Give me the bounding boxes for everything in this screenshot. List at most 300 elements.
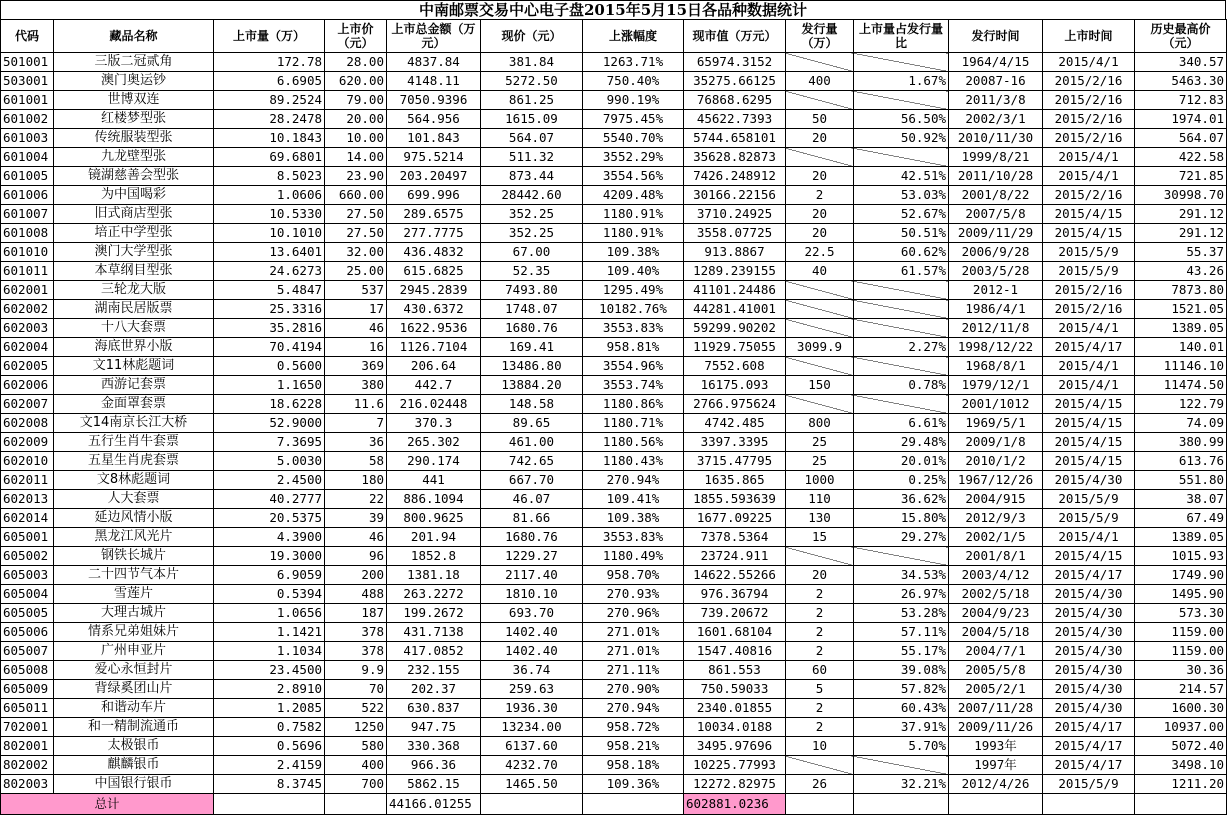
cell-listing-date[interactable]: 2015/4/1: [1043, 148, 1135, 167]
cell-high-price[interactable]: 1015.93: [1135, 547, 1227, 566]
cell-listing-date[interactable]: 2015/2/16: [1043, 300, 1135, 319]
cell-listed-amount[interactable]: 800.9625: [387, 509, 481, 528]
cell-issue-date[interactable]: 2012-1: [949, 281, 1043, 300]
cell-issue-qty[interactable]: 60: [786, 661, 854, 680]
cell-listed-price[interactable]: 32.00: [325, 243, 387, 262]
cell-issue-qty[interactable]: [786, 281, 854, 300]
cell-code[interactable]: 802002: [1, 756, 54, 775]
cell-listing-date[interactable]: 2015/5/9: [1043, 490, 1135, 509]
cell-code[interactable]: 601004: [1, 148, 54, 167]
cell-listed-ratio[interactable]: 5.70%: [854, 737, 949, 756]
cell-listed-qty[interactable]: 1.0606: [214, 186, 325, 205]
cell-listed-ratio[interactable]: 53.28%: [854, 604, 949, 623]
cell-current-price[interactable]: 1680.76: [481, 528, 583, 547]
cell-gain[interactable]: 1263.71%: [583, 53, 684, 72]
header-listed-amount[interactable]: 上市总金额（万元）: [387, 20, 481, 53]
cell-issue-qty[interactable]: 2: [786, 186, 854, 205]
cell-listing-date[interactable]: 2015/4/30: [1043, 661, 1135, 680]
cell-listed-amount[interactable]: 975.5214: [387, 148, 481, 167]
cell-listed-qty[interactable]: 8.5023: [214, 167, 325, 186]
cell-name[interactable]: 广州申亚片: [54, 642, 214, 661]
cell-issue-qty[interactable]: 20: [786, 205, 854, 224]
cell-issue-date[interactable]: 1986/4/1: [949, 300, 1043, 319]
cell-market-value[interactable]: 3710.24925: [684, 205, 786, 224]
cell-current-price[interactable]: 1936.30: [481, 699, 583, 718]
cell-issue-qty[interactable]: 20: [786, 129, 854, 148]
cell-issue-qty[interactable]: [786, 756, 854, 775]
cell-listing-date[interactable]: 2015/4/15: [1043, 395, 1135, 414]
cell-listed-ratio[interactable]: [854, 53, 949, 72]
cell-listing-date[interactable]: 2015/5/9: [1043, 509, 1135, 528]
cell-listed-price[interactable]: 1250: [325, 718, 387, 737]
cell-listed-qty[interactable]: 0.5696: [214, 737, 325, 756]
cell-listed-amount[interactable]: 206.64: [387, 357, 481, 376]
cell-market-value[interactable]: 3397.3395: [684, 433, 786, 452]
cell-high-price[interactable]: 291.12: [1135, 205, 1227, 224]
cell-issue-date[interactable]: 2004/7/1: [949, 642, 1043, 661]
cell-market-value[interactable]: 35628.82873: [684, 148, 786, 167]
cell-listed-price[interactable]: 27.50: [325, 205, 387, 224]
cell-issue-qty[interactable]: 10: [786, 737, 854, 756]
cell-name[interactable]: 五行生肖牛套票: [54, 433, 214, 452]
cell-gain[interactable]: 270.96%: [583, 604, 684, 623]
cell-market-value[interactable]: 4742.485: [684, 414, 786, 433]
cell-code[interactable]: 601011: [1, 262, 54, 281]
cell-listing-date[interactable]: 2015/4/1: [1043, 376, 1135, 395]
cell-code[interactable]: 601008: [1, 224, 54, 243]
cell-listed-qty[interactable]: 10.1843: [214, 129, 325, 148]
cell-gain[interactable]: 1180.43%: [583, 452, 684, 471]
cell-listed-amount[interactable]: 1622.9536: [387, 319, 481, 338]
cell-listed-amount[interactable]: 1381.18: [387, 566, 481, 585]
cell-gain[interactable]: 3553.83%: [583, 319, 684, 338]
cell-market-value[interactable]: 7426.248912: [684, 167, 786, 186]
cell-name[interactable]: 二十四节气本片: [54, 566, 214, 585]
cell-name[interactable]: 人大套票: [54, 490, 214, 509]
cell-high-price[interactable]: 214.57: [1135, 680, 1227, 699]
cell-current-price[interactable]: 89.65: [481, 414, 583, 433]
cell-listed-ratio[interactable]: 56.50%: [854, 110, 949, 129]
cell-code[interactable]: 802003: [1, 775, 54, 794]
cell-issue-qty[interactable]: 2: [786, 642, 854, 661]
cell-issue-date[interactable]: 2007/11/28: [949, 699, 1043, 718]
cell-listing-date[interactable]: 2015/4/1: [1043, 319, 1135, 338]
cell-current-price[interactable]: 564.07: [481, 129, 583, 148]
cell-listed-amount[interactable]: 564.956: [387, 110, 481, 129]
cell-current-price[interactable]: 873.44: [481, 167, 583, 186]
cell-market-value[interactable]: 3495.97696: [684, 737, 786, 756]
cell-listed-price[interactable]: 7: [325, 414, 387, 433]
cell-listed-qty[interactable]: 13.6401: [214, 243, 325, 262]
cell-issue-qty[interactable]: 2: [786, 623, 854, 642]
cell-listed-ratio[interactable]: [854, 756, 949, 775]
cell-high-price[interactable]: 5463.30: [1135, 72, 1227, 91]
cell-gain[interactable]: 958.21%: [583, 737, 684, 756]
cell-market-value[interactable]: 1547.40816: [684, 642, 786, 661]
cell-code[interactable]: 601010: [1, 243, 54, 262]
cell-listed-price[interactable]: 27.50: [325, 224, 387, 243]
cell-high-price[interactable]: 1495.90: [1135, 585, 1227, 604]
cell-code[interactable]: 605005: [1, 604, 54, 623]
cell-listed-price[interactable]: 16: [325, 338, 387, 357]
cell-listed-amount[interactable]: 442.7: [387, 376, 481, 395]
header-listed-qty[interactable]: 上市量（万）: [214, 20, 325, 53]
cell-listed-ratio[interactable]: 0.25%: [854, 471, 949, 490]
cell-listed-ratio[interactable]: [854, 281, 949, 300]
cell-listed-amount[interactable]: 7050.9396: [387, 91, 481, 110]
cell-name[interactable]: 旧式商店型张: [54, 205, 214, 224]
cell-issue-date[interactable]: 2005/5/8: [949, 661, 1043, 680]
cell-listed-ratio[interactable]: 37.91%: [854, 718, 949, 737]
cell-listed-ratio[interactable]: 39.08%: [854, 661, 949, 680]
cell-name[interactable]: 雪莲片: [54, 585, 214, 604]
cell-name[interactable]: 金面罩套票: [54, 395, 214, 414]
cell-market-value[interactable]: 11929.75055: [684, 338, 786, 357]
cell-market-value[interactable]: 59299.90202: [684, 319, 786, 338]
cell-listed-amount[interactable]: 5862.15: [387, 775, 481, 794]
cell-code[interactable]: 605009: [1, 680, 54, 699]
cell-gain[interactable]: 1180.56%: [583, 433, 684, 452]
cell-listed-amount[interactable]: 966.36: [387, 756, 481, 775]
cell-high-price[interactable]: 38.07: [1135, 490, 1227, 509]
cell-high-price[interactable]: 564.07: [1135, 129, 1227, 148]
cell-listed-ratio[interactable]: 2.27%: [854, 338, 949, 357]
cell-listing-date[interactable]: 2015/4/30: [1043, 680, 1135, 699]
cell-listed-price[interactable]: 180: [325, 471, 387, 490]
cell-current-price[interactable]: 4232.70: [481, 756, 583, 775]
cell-high-price[interactable]: 712.83: [1135, 91, 1227, 110]
cell-listing-date[interactable]: 2015/4/15: [1043, 433, 1135, 452]
cell-name[interactable]: 湖南民居版票: [54, 300, 214, 319]
cell-listing-date[interactable]: 2015/2/16: [1043, 186, 1135, 205]
cell-gain[interactable]: 990.19%: [583, 91, 684, 110]
cell-high-price[interactable]: 291.12: [1135, 224, 1227, 243]
cell-listed-price[interactable]: 11.6: [325, 395, 387, 414]
cell-name[interactable]: 十八大套票: [54, 319, 214, 338]
cell-listed-ratio[interactable]: [854, 148, 949, 167]
cell-current-price[interactable]: 1465.50: [481, 775, 583, 794]
cell-listed-ratio[interactable]: 0.78%: [854, 376, 949, 395]
cell-listing-date[interactable]: 2015/2/16: [1043, 72, 1135, 91]
cell-current-price[interactable]: 861.25: [481, 91, 583, 110]
cell-issue-date[interactable]: 2002/3/1: [949, 110, 1043, 129]
cell-listed-amount[interactable]: 1852.8: [387, 547, 481, 566]
cell-listed-ratio[interactable]: [854, 319, 949, 338]
cell-code[interactable]: 602014: [1, 509, 54, 528]
cell-issue-qty[interactable]: [786, 395, 854, 414]
cell-listed-qty[interactable]: 172.78: [214, 53, 325, 72]
cell-listed-ratio[interactable]: 29.48%: [854, 433, 949, 452]
cell-gain[interactable]: 958.70%: [583, 566, 684, 585]
cell-listed-ratio[interactable]: 32.21%: [854, 775, 949, 794]
cell-high-price[interactable]: 11146.10: [1135, 357, 1227, 376]
cell-listed-qty[interactable]: 6.9059: [214, 566, 325, 585]
cell-issue-qty[interactable]: 20: [786, 167, 854, 186]
cell-market-value[interactable]: 10225.77993: [684, 756, 786, 775]
cell-name[interactable]: 文11林彪题词: [54, 357, 214, 376]
cell-issue-qty[interactable]: [786, 547, 854, 566]
cell-gain[interactable]: 271.01%: [583, 623, 684, 642]
cell-market-value[interactable]: 12272.82975: [684, 775, 786, 794]
cell-issue-qty[interactable]: 400: [786, 72, 854, 91]
cell-high-price[interactable]: 613.76: [1135, 452, 1227, 471]
cell-issue-qty[interactable]: 26: [786, 775, 854, 794]
cell-market-value[interactable]: 3715.47795: [684, 452, 786, 471]
cell-listing-date[interactable]: 2015/5/9: [1043, 243, 1135, 262]
cell-listed-ratio[interactable]: [854, 395, 949, 414]
cell-issue-date[interactable]: 2006/9/28: [949, 243, 1043, 262]
cell-listed-price[interactable]: 39: [325, 509, 387, 528]
cell-issue-qty[interactable]: [786, 357, 854, 376]
cell-code[interactable]: 601003: [1, 129, 54, 148]
cell-listing-date[interactable]: 2015/4/15: [1043, 224, 1135, 243]
cell-listed-qty[interactable]: 2.8910: [214, 680, 325, 699]
cell-market-value[interactable]: 3558.07725: [684, 224, 786, 243]
cell-listed-amount[interactable]: 265.302: [387, 433, 481, 452]
cell-market-value[interactable]: 16175.093: [684, 376, 786, 395]
cell-market-value[interactable]: 739.20672: [684, 604, 786, 623]
cell-listed-amount[interactable]: 430.6372: [387, 300, 481, 319]
cell-gain[interactable]: 3554.56%: [583, 167, 684, 186]
cell-issue-date[interactable]: 2012/11/8: [949, 319, 1043, 338]
cell-name[interactable]: 三版二冠贰角: [54, 53, 214, 72]
cell-listed-amount[interactable]: 417.0852: [387, 642, 481, 661]
cell-market-value[interactable]: 861.553: [684, 661, 786, 680]
cell-listed-amount[interactable]: 263.2272: [387, 585, 481, 604]
cell-market-value[interactable]: 1635.865: [684, 471, 786, 490]
cell-name[interactable]: 爱心永恒封片: [54, 661, 214, 680]
cell-gain[interactable]: 1180.49%: [583, 547, 684, 566]
cell-current-price[interactable]: 7493.80: [481, 281, 583, 300]
cell-listed-price[interactable]: 46: [325, 528, 387, 547]
cell-listed-price[interactable]: 187: [325, 604, 387, 623]
cell-listed-qty[interactable]: 5.4847: [214, 281, 325, 300]
cell-listed-amount[interactable]: 4148.11: [387, 72, 481, 91]
cell-listed-ratio[interactable]: 60.62%: [854, 243, 949, 262]
cell-listed-qty[interactable]: 2.4159: [214, 756, 325, 775]
cell-code[interactable]: 605006: [1, 623, 54, 642]
cell-listed-qty[interactable]: 8.3745: [214, 775, 325, 794]
cell-code[interactable]: 602010: [1, 452, 54, 471]
cell-code[interactable]: 602007: [1, 395, 54, 414]
cell-listed-amount[interactable]: 1126.7104: [387, 338, 481, 357]
cell-code[interactable]: 605011: [1, 699, 54, 718]
cell-gain[interactable]: 1180.86%: [583, 395, 684, 414]
cell-code[interactable]: 602002: [1, 300, 54, 319]
cell-listed-qty[interactable]: 19.3000: [214, 547, 325, 566]
header-code[interactable]: 代码: [1, 20, 54, 53]
cell-issue-date[interactable]: 2002/5/18: [949, 585, 1043, 604]
cell-name[interactable]: 文8林彪题词: [54, 471, 214, 490]
cell-name[interactable]: 钢铁长城片: [54, 547, 214, 566]
cell-listed-amount[interactable]: 199.2672: [387, 604, 481, 623]
cell-listed-qty[interactable]: 20.5375: [214, 509, 325, 528]
cell-listed-price[interactable]: 20.00: [325, 110, 387, 129]
cell-listed-price[interactable]: 70: [325, 680, 387, 699]
cell-gain[interactable]: 3553.74%: [583, 376, 684, 395]
cell-current-price[interactable]: 1402.40: [481, 642, 583, 661]
cell-listed-ratio[interactable]: 26.97%: [854, 585, 949, 604]
cell-listed-qty[interactable]: 28.2478: [214, 110, 325, 129]
cell-listed-qty[interactable]: 0.5394: [214, 585, 325, 604]
cell-name[interactable]: 延边风情小版: [54, 509, 214, 528]
cell-market-value[interactable]: 1855.593639: [684, 490, 786, 509]
cell-listed-amount[interactable]: 370.3: [387, 414, 481, 433]
cell-name[interactable]: 五星生肖虎套票: [54, 452, 214, 471]
header-listed-ratio[interactable]: 上市量占发行量比: [854, 20, 949, 53]
cell-current-price[interactable]: 511.32: [481, 148, 583, 167]
cell-gain[interactable]: 3554.96%: [583, 357, 684, 376]
total-cell-empty[interactable]: [1043, 794, 1135, 815]
cell-issue-date[interactable]: 2003/4/12: [949, 566, 1043, 585]
cell-name[interactable]: 镜湖慈善会型张: [54, 167, 214, 186]
cell-listing-date[interactable]: 2015/4/17: [1043, 756, 1135, 775]
cell-current-price[interactable]: 5272.50: [481, 72, 583, 91]
cell-issue-date[interactable]: 2005/2/1: [949, 680, 1043, 699]
cell-listed-qty[interactable]: 89.2524: [214, 91, 325, 110]
cell-listed-amount[interactable]: 202.37: [387, 680, 481, 699]
cell-listed-ratio[interactable]: [854, 547, 949, 566]
cell-high-price[interactable]: 30.36: [1135, 661, 1227, 680]
cell-listed-qty[interactable]: 1.2085: [214, 699, 325, 718]
cell-listed-qty[interactable]: 1.1421: [214, 623, 325, 642]
header-listed-price[interactable]: 上市价（元）: [325, 20, 387, 53]
cell-listed-ratio[interactable]: 6.61%: [854, 414, 949, 433]
cell-listed-ratio[interactable]: 57.11%: [854, 623, 949, 642]
cell-high-price[interactable]: 380.99: [1135, 433, 1227, 452]
cell-listed-price[interactable]: 23.90: [325, 167, 387, 186]
cell-listed-qty[interactable]: 25.3316: [214, 300, 325, 319]
cell-listed-ratio[interactable]: 61.57%: [854, 262, 949, 281]
cell-listed-ratio[interactable]: 53.03%: [854, 186, 949, 205]
cell-name[interactable]: 情系兄弟姐妹片: [54, 623, 214, 642]
cell-listing-date[interactable]: 2015/4/17: [1043, 338, 1135, 357]
cell-issue-qty[interactable]: 20: [786, 224, 854, 243]
cell-listed-qty[interactable]: 1.1034: [214, 642, 325, 661]
cell-name[interactable]: 西游记套票: [54, 376, 214, 395]
cell-gain[interactable]: 7975.45%: [583, 110, 684, 129]
cell-listing-date[interactable]: 2015/4/1: [1043, 53, 1135, 72]
cell-issue-qty[interactable]: 800: [786, 414, 854, 433]
cell-listed-amount[interactable]: 2945.2839: [387, 281, 481, 300]
cell-high-price[interactable]: 7873.80: [1135, 281, 1227, 300]
cell-name[interactable]: 澳门大学型张: [54, 243, 214, 262]
cell-listed-price[interactable]: 17: [325, 300, 387, 319]
cell-listed-qty[interactable]: 18.6228: [214, 395, 325, 414]
cell-high-price[interactable]: 43.26: [1135, 262, 1227, 281]
cell-listing-date[interactable]: 2015/5/9: [1043, 262, 1135, 281]
total-cell-empty[interactable]: [786, 794, 854, 815]
cell-high-price[interactable]: 1159.00: [1135, 642, 1227, 661]
header-issue-qty[interactable]: 发行量（万）: [786, 20, 854, 53]
cell-code[interactable]: 601002: [1, 110, 54, 129]
cell-gain[interactable]: 3552.29%: [583, 148, 684, 167]
cell-high-price[interactable]: 1211.20: [1135, 775, 1227, 794]
cell-issue-date[interactable]: 2011/3/8: [949, 91, 1043, 110]
cell-code[interactable]: 503001: [1, 72, 54, 91]
cell-gain[interactable]: 3553.83%: [583, 528, 684, 547]
cell-name[interactable]: 红楼梦型张: [54, 110, 214, 129]
cell-issue-qty[interactable]: 5: [786, 680, 854, 699]
cell-listed-qty[interactable]: 24.6273: [214, 262, 325, 281]
cell-issue-date[interactable]: 1993年: [949, 737, 1043, 756]
cell-gain[interactable]: 958.81%: [583, 338, 684, 357]
cell-listed-amount[interactable]: 201.94: [387, 528, 481, 547]
cell-gain[interactable]: 270.90%: [583, 680, 684, 699]
cell-listed-price[interactable]: 700: [325, 775, 387, 794]
cell-current-price[interactable]: 81.66: [481, 509, 583, 528]
cell-issue-date[interactable]: 1979/12/1: [949, 376, 1043, 395]
cell-listed-ratio[interactable]: 42.51%: [854, 167, 949, 186]
cell-listing-date[interactable]: 2015/2/16: [1043, 110, 1135, 129]
cell-listed-qty[interactable]: 6.6905: [214, 72, 325, 91]
cell-issue-date[interactable]: 2003/5/28: [949, 262, 1043, 281]
cell-issue-qty[interactable]: 15: [786, 528, 854, 547]
header-gain[interactable]: 上涨幅度: [583, 20, 684, 53]
cell-issue-qty[interactable]: [786, 319, 854, 338]
cell-listed-price[interactable]: 46: [325, 319, 387, 338]
cell-issue-date[interactable]: 1968/8/1: [949, 357, 1043, 376]
cell-listed-qty[interactable]: 40.2777: [214, 490, 325, 509]
cell-issue-date[interactable]: 2010/11/30: [949, 129, 1043, 148]
total-cell-empty[interactable]: [481, 794, 583, 815]
cell-high-price[interactable]: 67.49: [1135, 509, 1227, 528]
cell-issue-date[interactable]: 2001/8/22: [949, 186, 1043, 205]
cell-name[interactable]: 大理古城片: [54, 604, 214, 623]
cell-current-price[interactable]: 381.84: [481, 53, 583, 72]
cell-issue-date[interactable]: 2002/1/5: [949, 528, 1043, 547]
cell-listed-price[interactable]: 36: [325, 433, 387, 452]
cell-listing-date[interactable]: 2015/2/16: [1043, 91, 1135, 110]
cell-listed-ratio[interactable]: 34.53%: [854, 566, 949, 585]
cell-listed-price[interactable]: 522: [325, 699, 387, 718]
cell-issue-date[interactable]: 2009/11/26: [949, 718, 1043, 737]
cell-listed-price[interactable]: 378: [325, 623, 387, 642]
cell-listed-price[interactable]: 79.00: [325, 91, 387, 110]
cell-listed-ratio[interactable]: [854, 357, 949, 376]
cell-issue-date[interactable]: 2010/1/2: [949, 452, 1043, 471]
cell-current-price[interactable]: 1810.10: [481, 585, 583, 604]
cell-listed-amount[interactable]: 203.20497: [387, 167, 481, 186]
cell-code[interactable]: 602008: [1, 414, 54, 433]
cell-code[interactable]: 605001: [1, 528, 54, 547]
cell-listed-amount[interactable]: 290.174: [387, 452, 481, 471]
cell-listed-price[interactable]: 9.9: [325, 661, 387, 680]
total-amount[interactable]: 44166.01255: [387, 794, 481, 815]
cell-listed-amount[interactable]: 330.368: [387, 737, 481, 756]
cell-issue-date[interactable]: 2004/5/18: [949, 623, 1043, 642]
cell-listed-ratio[interactable]: 60.43%: [854, 699, 949, 718]
cell-listed-amount[interactable]: 216.02448: [387, 395, 481, 414]
cell-gain[interactable]: 109.38%: [583, 509, 684, 528]
cell-issue-qty[interactable]: 22.5: [786, 243, 854, 262]
cell-issue-date[interactable]: 2004/915: [949, 490, 1043, 509]
cell-high-price[interactable]: 30998.70: [1135, 186, 1227, 205]
cell-name[interactable]: 背绿奚团山片: [54, 680, 214, 699]
cell-listing-date[interactable]: 2015/4/17: [1043, 566, 1135, 585]
cell-current-price[interactable]: 36.74: [481, 661, 583, 680]
cell-listed-price[interactable]: 200: [325, 566, 387, 585]
cell-gain[interactable]: 270.94%: [583, 699, 684, 718]
cell-current-price[interactable]: 28442.60: [481, 186, 583, 205]
cell-code[interactable]: 605008: [1, 661, 54, 680]
cell-current-price[interactable]: 352.25: [481, 224, 583, 243]
cell-listed-qty[interactable]: 7.3695: [214, 433, 325, 452]
cell-issue-date[interactable]: 2004/9/23: [949, 604, 1043, 623]
header-issue-date[interactable]: 发行时间: [949, 20, 1043, 53]
cell-name[interactable]: 为中国喝彩: [54, 186, 214, 205]
total-market-value[interactable]: 602881.0236: [684, 794, 786, 815]
